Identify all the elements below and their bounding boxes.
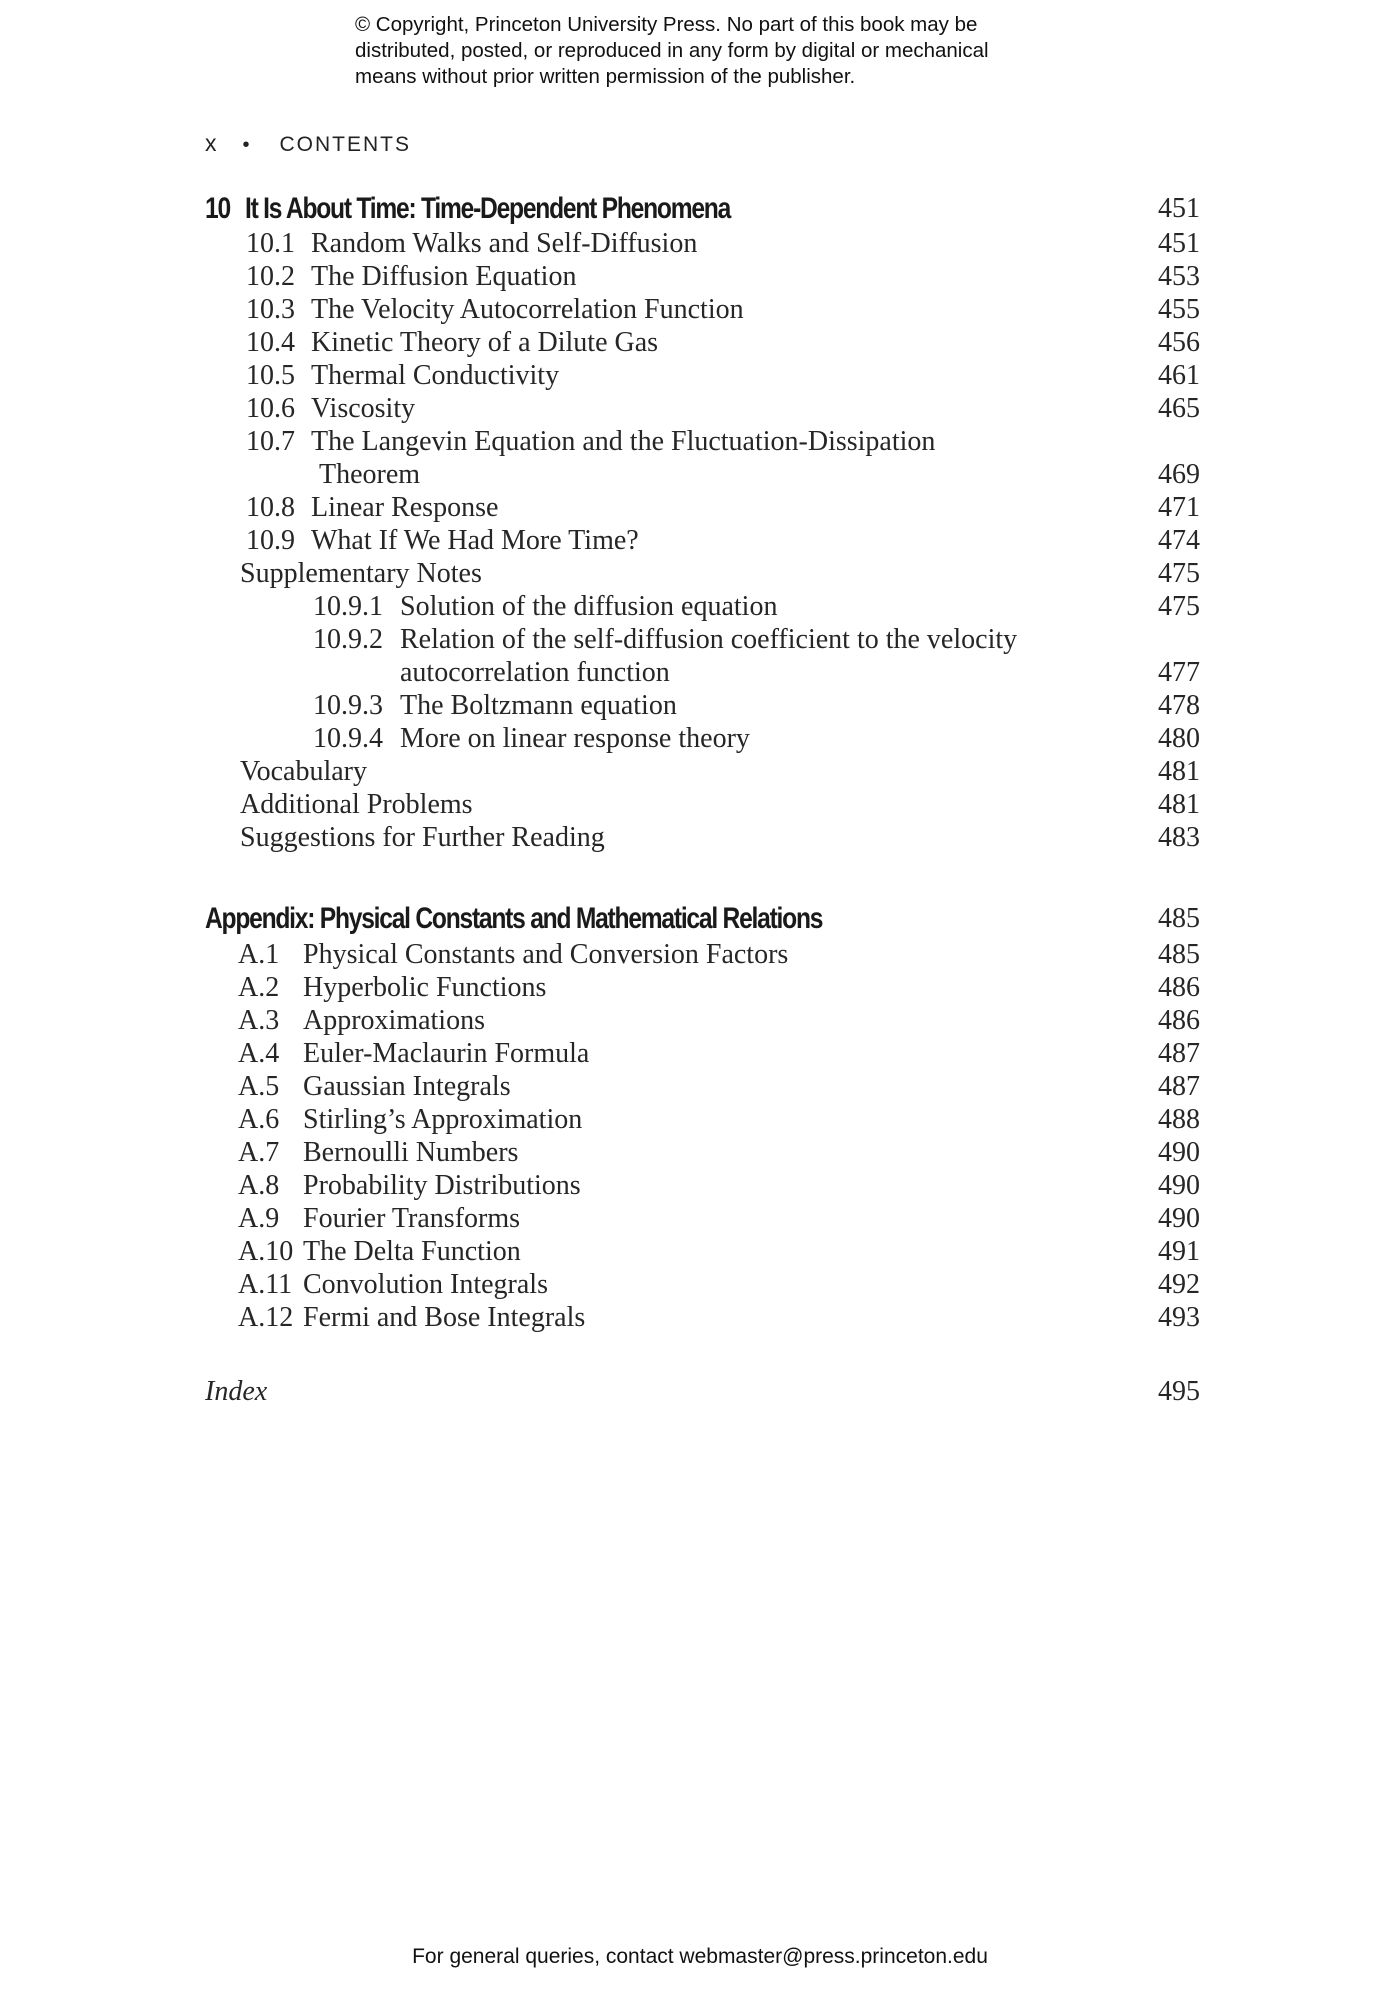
toc-entry-number: A.10	[238, 1236, 294, 1267]
toc-entry-title: Suggestions for Further Reading	[240, 822, 605, 853]
bullet-separator: •	[242, 134, 252, 156]
toc-entry-number: 10.9.1	[313, 591, 383, 622]
toc-entry	[0, 557, 1400, 591]
toc-entry-title: The Delta Function	[303, 1236, 521, 1267]
toc-entry-title: The Diffusion Equation	[311, 261, 577, 292]
toc-entry-title: The Boltzmann equation	[400, 690, 677, 721]
toc-entry-number: A.5	[238, 1071, 280, 1102]
toc-entry-title: It Is About Time: Time-Dependent Phenomena	[245, 192, 731, 225]
toc-entry-title: Euler-Maclaurin Formula	[303, 1038, 590, 1069]
toc-entry-page: 485	[1158, 939, 1200, 970]
toc-entry-page: 491	[1158, 1236, 1200, 1267]
toc-entry	[0, 1004, 1400, 1038]
toc-entry-page: 487	[1158, 1071, 1200, 1102]
toc-entry-title: Viscosity	[311, 393, 416, 424]
toc-entry	[0, 590, 1400, 624]
toc-entry	[0, 1268, 1400, 1302]
toc-entry-number: A.1	[238, 939, 280, 970]
toc-entry-title: Index	[205, 1376, 268, 1407]
toc-entry-page: 456	[1158, 327, 1200, 358]
toc-entry-page: 481	[1158, 756, 1200, 787]
toc-entry-page: 487	[1158, 1038, 1200, 1069]
toc-entry-number: A.3	[238, 1005, 280, 1036]
footer-contact: For general queries, contact webmaster@press.princeton.edu	[412, 1945, 988, 1968]
toc-entry-number: 10.9.3	[313, 690, 383, 721]
toc-entry-number: A.7	[238, 1137, 280, 1168]
copyright-line: means without prior written permission of the publisher.	[355, 65, 856, 88]
toc-entry-title: Linear Response	[311, 492, 499, 523]
toc-heading	[0, 902, 1400, 936]
toc-entry-page: 495	[1158, 1376, 1200, 1407]
toc-entry	[0, 1070, 1400, 1104]
toc-entry	[0, 821, 1400, 855]
toc-entry-number: 10.7	[246, 426, 295, 457]
toc-entry	[0, 1375, 1400, 1409]
toc-entry	[0, 359, 1400, 393]
toc-entry-number: 10.8	[246, 492, 295, 523]
toc-entry-title: Gaussian Integrals	[303, 1071, 511, 1102]
toc-entry	[0, 491, 1400, 525]
toc-entry-number: 10	[205, 192, 230, 225]
toc-entry	[0, 755, 1400, 789]
toc-entry-page: 492	[1158, 1269, 1200, 1300]
toc-entry	[0, 1169, 1400, 1203]
toc-entry-title: Fermi and Bose Integrals	[303, 1302, 586, 1333]
toc-entry-page: 483	[1158, 822, 1200, 853]
toc-entry-page: 451	[1158, 228, 1200, 259]
toc-entry-page: 486	[1158, 972, 1200, 1003]
toc-entry-page: 481	[1158, 789, 1200, 820]
toc-entry-title: Supplementary Notes	[240, 558, 482, 589]
toc-entry-number: 10.3	[246, 294, 295, 325]
toc-entry-page: 488	[1158, 1104, 1200, 1135]
toc-entry	[0, 293, 1400, 327]
toc-entry-title: Stirling’s Approximation	[303, 1104, 583, 1135]
toc-entry-page: 453	[1158, 261, 1200, 292]
toc-entry-title: Additional Problems	[240, 789, 473, 820]
toc-entry-number: A.11	[238, 1269, 293, 1300]
toc-entry-page: 490	[1158, 1137, 1200, 1168]
toc-entry	[0, 1037, 1400, 1071]
toc-entry	[0, 392, 1400, 426]
toc-entry-page: 486	[1158, 1005, 1200, 1036]
toc-entry-number: A.9	[238, 1203, 280, 1234]
toc-entry-page: 493	[1158, 1302, 1200, 1333]
toc-entry-title: Fourier Transforms	[303, 1203, 521, 1234]
toc-entry-title: Physical Constants and Conversion Factors	[303, 939, 789, 970]
toc-entry-page: 490	[1158, 1203, 1200, 1234]
toc-entry-title: Kinetic Theory of a Dilute Gas	[311, 327, 659, 358]
toc-entry	[0, 788, 1400, 822]
toc-entry	[0, 971, 1400, 1005]
toc-entry-title: Thermal Conductivity	[311, 360, 560, 391]
toc-entry-title: Appendix: Physical Constants and Mathematical Relations	[205, 902, 823, 935]
toc-entry-page: 451	[1158, 193, 1200, 224]
toc-entry-page: 471	[1158, 492, 1200, 523]
toc-entry-number: 10.9.4	[313, 723, 383, 754]
toc-entry-number: A.6	[238, 1104, 280, 1135]
toc-entry-page: 478	[1158, 690, 1200, 721]
toc-entry-number: 10.6	[246, 393, 295, 424]
toc-entry-number: A.8	[238, 1170, 280, 1201]
toc-entry-number: A.2	[238, 972, 280, 1003]
toc-entry-title: More on linear response theory	[400, 723, 750, 754]
toc-entry-title: Vocabulary	[240, 756, 367, 787]
toc-entry	[0, 458, 1400, 492]
toc-entry	[0, 425, 1400, 459]
toc-entry-number: 10.5	[246, 360, 295, 391]
toc-entry-title: The Velocity Autocorrelation Function	[311, 294, 744, 325]
toc-entry-number: A.12	[238, 1302, 294, 1333]
toc-entry	[0, 1136, 1400, 1170]
toc-entry-page: 477	[1158, 657, 1200, 688]
toc-entry-page: 475	[1158, 558, 1200, 589]
toc-entry	[0, 722, 1400, 756]
toc-entry	[0, 689, 1400, 723]
toc-heading	[0, 192, 1400, 226]
toc-entry-page: 474	[1158, 525, 1200, 556]
toc-entry-number: 10.1	[246, 228, 295, 259]
toc-entry-number: 10.9	[246, 525, 295, 556]
toc-entry-title: Solution of the diffusion equation	[400, 591, 778, 622]
toc-entry	[0, 1301, 1400, 1335]
toc-entry-page: 469	[1158, 459, 1200, 490]
toc-entry	[0, 1235, 1400, 1269]
toc-entry-page: 490	[1158, 1170, 1200, 1201]
toc-entry-title: Bernoulli Numbers	[303, 1137, 519, 1168]
toc-entry-page: 480	[1158, 723, 1200, 754]
toc-entry-title: autocorrelation function	[400, 657, 670, 688]
toc-entry	[0, 656, 1400, 690]
toc-entry-title: Random Walks and Self-Diffusion	[311, 228, 698, 259]
toc-entry-page: 455	[1158, 294, 1200, 325]
copyright-line: © Copyright, Princeton University Press. No part of this book may be	[355, 13, 978, 36]
page-folio: x	[205, 130, 217, 156]
toc-entry	[0, 938, 1400, 972]
toc-entry-title: What If We Had More Time?	[311, 525, 639, 556]
toc-entry-title: The Langevin Equation and the Fluctuation-Dissipation	[311, 426, 936, 457]
toc-entry-title: Relation of the self-diffusion coefficient to the velocity	[400, 624, 1018, 655]
toc-entry-number: A.4	[238, 1038, 280, 1069]
toc-entry-title: Approximations	[303, 1005, 485, 1036]
toc-entry-title: Probability Distributions	[303, 1170, 581, 1201]
toc-entry	[0, 227, 1400, 261]
toc-entry	[0, 623, 1400, 657]
toc-entry-title: Convolution Integrals	[303, 1269, 548, 1300]
toc-entry	[0, 326, 1400, 360]
toc-entry-page: 461	[1158, 360, 1200, 391]
toc-entry	[0, 524, 1400, 558]
toc-entry-page: 475	[1158, 591, 1200, 622]
toc-entry-number: 10.9.2	[313, 624, 383, 655]
toc-entry-title: Hyperbolic Functions	[303, 972, 547, 1003]
toc-entry	[0, 1103, 1400, 1137]
running-head-label: CONTENTS	[279, 133, 412, 156]
toc-entry-number: 10.2	[246, 261, 295, 292]
copyright-line: distributed, posted, or reproduced in any form by digital or mechanical	[355, 39, 989, 62]
toc-entry	[0, 1202, 1400, 1236]
toc-entry	[0, 260, 1400, 294]
toc-entry-title: Theorem	[319, 459, 421, 490]
toc-entry-page: 485	[1158, 903, 1200, 934]
toc-entry-number: 10.4	[246, 327, 295, 358]
toc-entry-page: 465	[1158, 393, 1200, 424]
